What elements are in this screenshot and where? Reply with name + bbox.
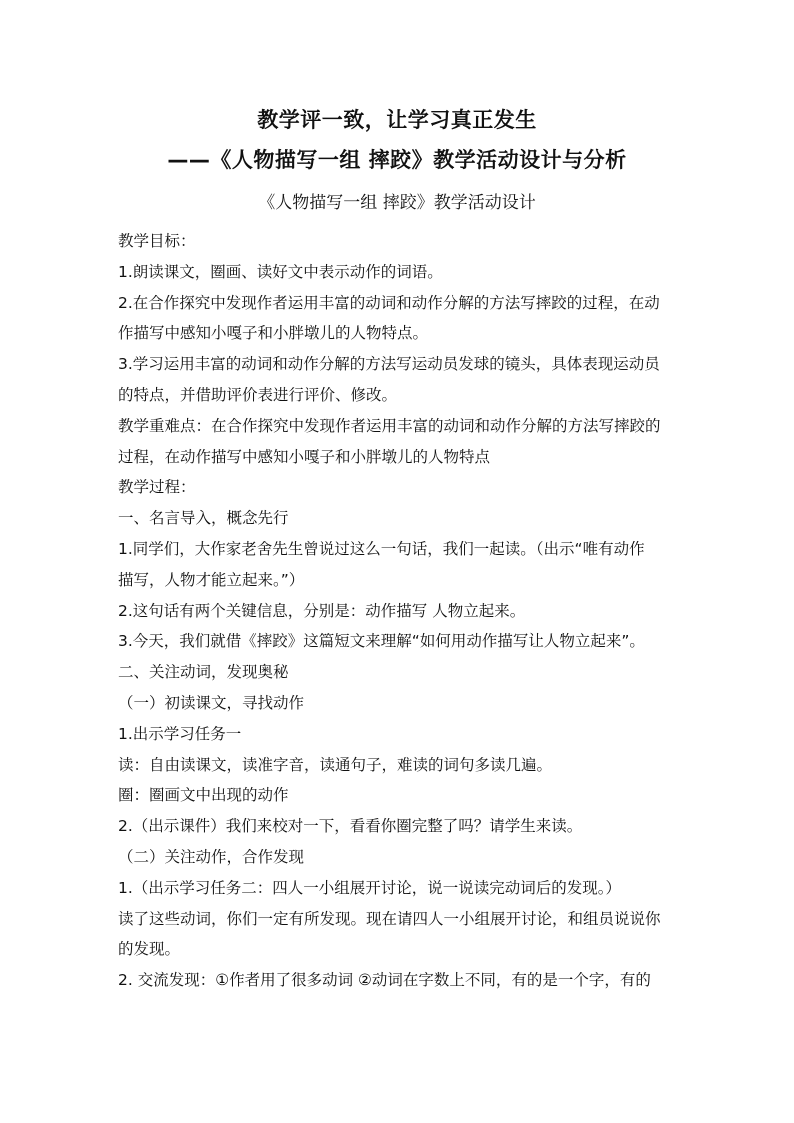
body-line: 教学目标： xyxy=(118,232,196,250)
body-line: 3.今天，我们就借《摔跤》这篇短文来理解“如何用动作描写让人物立起来”。 xyxy=(118,632,645,651)
document-body xyxy=(118,226,678,996)
body-line: 1.出示学习任务一 xyxy=(118,724,242,743)
body-line: 读了这些动词，你们一定有所发现。现在请四人一小组展开讨论，和组员说说你 xyxy=(118,909,661,928)
body-line: 一、名言导入，概念先行 xyxy=(118,509,289,528)
body-line: 3.学习运用丰富的动词和动作分解的方法写运动员发球的镜头，具体表现运动员 xyxy=(118,355,660,374)
body-line: 二、关注动词，发现奥秘 xyxy=(118,663,289,682)
body-line: 教学重难点：在合作探究中发现作者运用丰富的动词和动作分解的方法写摔跤的 xyxy=(118,416,661,435)
body-line: 作描写中感知小嘎子和小胖墩儿的人物特点。 xyxy=(118,324,429,343)
body-line: 读：自由读课文，读准字音，读通句子，难读的词句多读几遍。 xyxy=(118,755,553,774)
section-title: 《人物描写一组 摔跤》教学活动设计 xyxy=(258,193,536,213)
document-title: 教学评一致，让学习真正发生 xyxy=(257,108,537,132)
body-line: 2.在合作探究中发现作者运用丰富的动词和动作分解的方法写摔跤的过程，在动 xyxy=(118,293,660,312)
body-line: 描写，人物才能立起来。”） xyxy=(118,570,305,589)
body-line: 教学过程： xyxy=(118,478,196,497)
document-subtitle: ——《人物描写一组 摔跤》教学活动设计与分析 xyxy=(167,148,627,172)
body-line: （二）关注动作，合作发现 xyxy=(118,847,305,866)
body-line: 的特点，并借助评价表进行评价、修改。 xyxy=(118,385,398,404)
body-line: 2.（出示课件）我们来校对一下，看看你圈完整了吗？请学生来读。 xyxy=(118,817,583,836)
body-line: （一）初读课文，寻找动作 xyxy=(118,693,305,712)
body-line: 过程，在动作描写中感知小嘎子和小胖墩儿的人物特点 xyxy=(118,447,491,466)
body-line: 1.（出示学习任务二：四人一小组展开讨论，说一说读完动词后的发现。） xyxy=(118,878,622,897)
body-line: 的发现。 xyxy=(118,940,181,959)
body-line: 圈：圈画文中出现的动作 xyxy=(118,786,289,805)
body-line: 2.这句话有两个关键信息，分别是：动作描写 人物立起来。 xyxy=(118,601,526,620)
body-line: 2. 交流发现：①作者用了很多动词 ②动词在字数上不同，有的是一个字，有的 xyxy=(118,971,651,990)
body-line: 1.朗读课文，圈画、读好文中表示动作的词语。 xyxy=(118,262,443,281)
body-line: 1.同学们，大作家老舍先生曾说过这么一句话，我们一起读。（出示“唯有动作 xyxy=(118,539,645,558)
